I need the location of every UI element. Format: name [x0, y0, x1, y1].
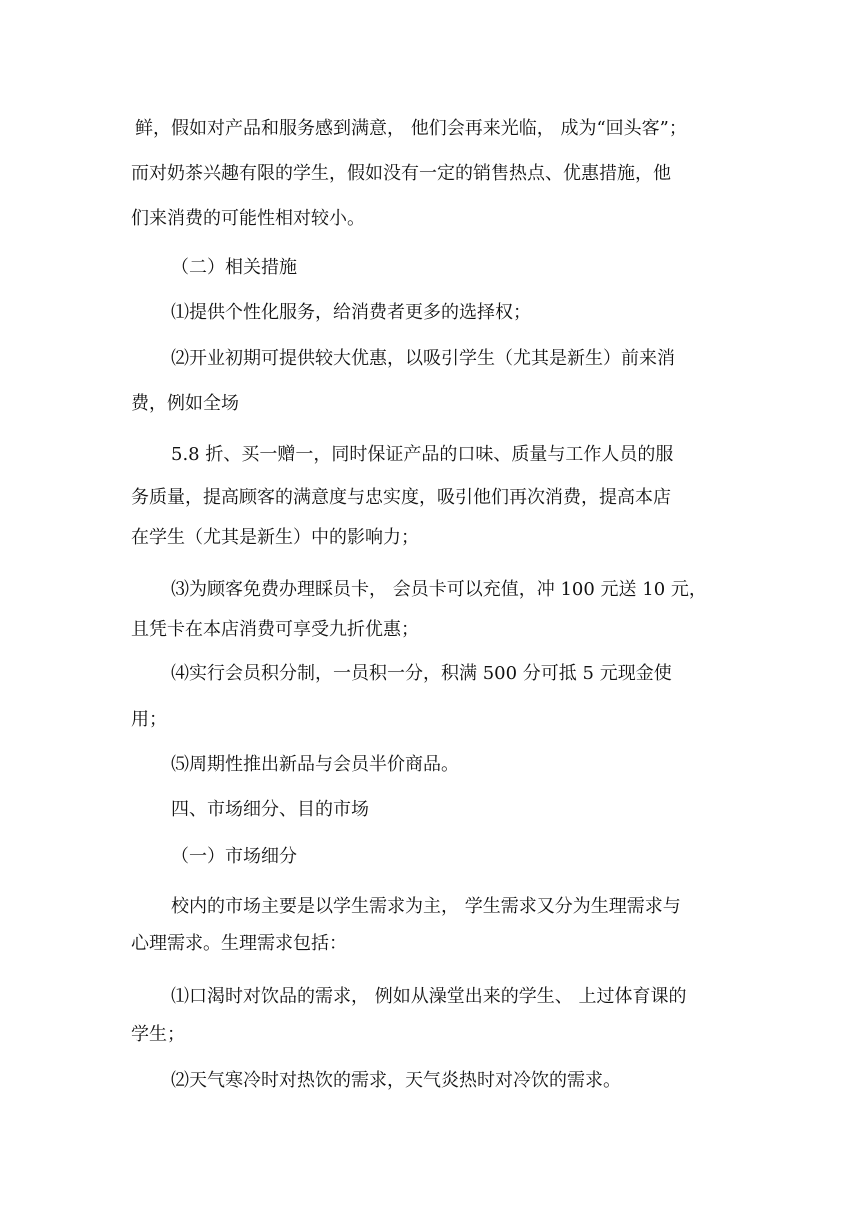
list-item: ⑵天气寒冷时对热饮的需求，天气炎热时对冷饮的需求。 [171, 1070, 621, 1091]
text-line: 费，例如全场 [131, 393, 239, 414]
section-heading: （一）市场细分 [171, 846, 297, 867]
text-line: 5.8 折、买一赠一，同时保证产品的口味、质量与工作人员的服 [171, 444, 674, 465]
text-line: 且凭卡在本店消费可享受九折优惠； [131, 619, 419, 640]
text-line: 在学生（尤其是新生）中的影响力； [131, 527, 419, 548]
list-item: ⑸周期性推出新品与会员半价商品。 [171, 754, 459, 775]
list-item: ⑵开业初期可提供较大优惠，以吸引学生（尤其是新生）前来消 [171, 348, 675, 369]
list-item: ⑴口渴时对饮品的需求， 例如从澡堂出来的学生、 上过体育课的 [171, 986, 687, 1007]
section-heading: （二）相关措施 [171, 257, 297, 278]
text-line: 而对奶茶兴趣有限的学生，假如没有一定的销售热点、优惠措施，他 [131, 163, 671, 184]
text-line: 鲜，假如对产品和服务感到满意， 他们会再来光临， 成为“回头客”； [135, 118, 687, 139]
text-line: 学生； [131, 1024, 185, 1045]
list-item: ⑷实行会员积分制，一员积一分，积满 500 分可抵 5 元现金使 [171, 663, 672, 684]
list-item: ⑴提供个性化服务，给消费者更多的选择权； [171, 302, 531, 323]
text-line: 务质量，提高顾客的满意度与忠实度，吸引他们再次消费，提高本店 [131, 487, 671, 508]
section-heading: 四、市场细分、目的市场 [171, 799, 369, 820]
list-item: ⑶为顾客免费办理睬员卡， 会员卡可以充值，冲 100 元送 10 元， [171, 579, 707, 600]
text-line: 心理需求。生理需求包括： [131, 933, 347, 954]
text-line: 们来消费的可能性相对较小。 [131, 208, 365, 229]
text-line: 用； [131, 709, 167, 730]
text-line: 校内的市场主要是以学生需求为主， 学生需求又分为生理需求与 [171, 896, 681, 917]
